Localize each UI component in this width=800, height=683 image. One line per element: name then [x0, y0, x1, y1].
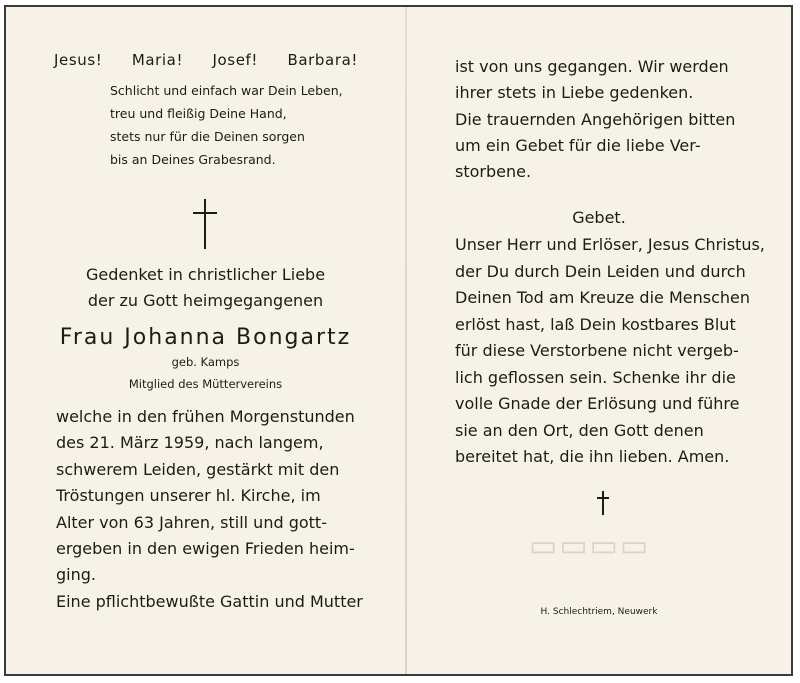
- verse-line: stets nur für die Deinen sorgen: [110, 129, 305, 144]
- body-line: ging.: [56, 565, 96, 584]
- header-word: Maria!: [131, 51, 184, 69]
- prayer-line: bereitet hat, die ihn lieben. Amen.: [455, 447, 730, 466]
- prayer-line: Deinen Tod am Kreuze die Menschen: [455, 288, 750, 307]
- verse-line: Schlicht und einfach war Dein Leben,: [110, 83, 343, 98]
- prayer-line: volle Gnade der Erlösung und führe: [455, 394, 740, 413]
- right-panel: [407, 7, 791, 674]
- body-line: Die trauernden Angehörigen bitten: [455, 110, 736, 129]
- body-line: storbene.: [455, 162, 532, 181]
- small-cross-icon: [595, 490, 611, 516]
- body-line: um ein Gebet für die liebe Ver-: [455, 136, 701, 155]
- prayer-title: Gebet.: [572, 208, 626, 227]
- body-line: ihrer stets in Liebe gedenken.: [455, 83, 694, 102]
- prayer-line: sie an den Ort, den Gott denen: [455, 421, 704, 440]
- body-line: ergeben in den ewigen Frieden heim-: [56, 539, 355, 558]
- header-invocation: [54, 51, 358, 69]
- maiden-name: geb. Kamps: [171, 355, 240, 369]
- body-line: ist von uns gegangen. Wir werden: [455, 57, 729, 76]
- left-panel: [6, 7, 405, 674]
- verse-line: treu und fleißig Deine Hand,: [110, 106, 287, 121]
- body-line: Alter von 63 Jahren, still und gott-: [56, 513, 327, 532]
- verse-line: bis an Deines Grabesrand.: [110, 152, 276, 167]
- body-line: welche in den frühen Morgenstunden: [56, 407, 355, 426]
- show-through-decoration: ▭▭▭▭: [527, 532, 649, 567]
- prayer-line: lich geflossen sein. Schenke ihr die: [455, 368, 736, 387]
- header-word: Josef!: [212, 51, 259, 69]
- prayer-line: erlöst hast, laß Dein kostbares Blut: [455, 315, 736, 334]
- body-line: Tröstungen unserer hl. Kirche, im: [56, 486, 321, 505]
- prayer-line: der Du durch Dein Leiden und durch: [455, 262, 746, 281]
- body-line: Eine pflichtbewußte Gattin und Mutter: [56, 592, 363, 611]
- memorial-card: [4, 5, 793, 676]
- intro-line: Gedenket in christlicher Liebe: [85, 265, 326, 284]
- deceased-name: Frau Johanna Bongartz: [59, 325, 352, 350]
- header-word: Jesus!: [54, 51, 103, 69]
- body-line: schwerem Leiden, gestärkt mit den: [56, 460, 340, 479]
- prayer-line: Unser Herr und Erlöser, Jesus Christus,: [455, 235, 765, 254]
- body-line: des 21. März 1959, nach langem,: [56, 433, 324, 452]
- printer-credit: H. Schlechtriem, Neuwerk: [540, 607, 658, 617]
- membership: Mitglied des Müttervereins: [128, 377, 283, 391]
- cross-icon: [190, 197, 220, 251]
- prayer-line: für diese Verstorbene nicht vergeb-: [455, 341, 739, 360]
- intro-line: der zu Gott heimgegangenen: [87, 291, 324, 310]
- header-word: Barbara!: [287, 51, 358, 69]
